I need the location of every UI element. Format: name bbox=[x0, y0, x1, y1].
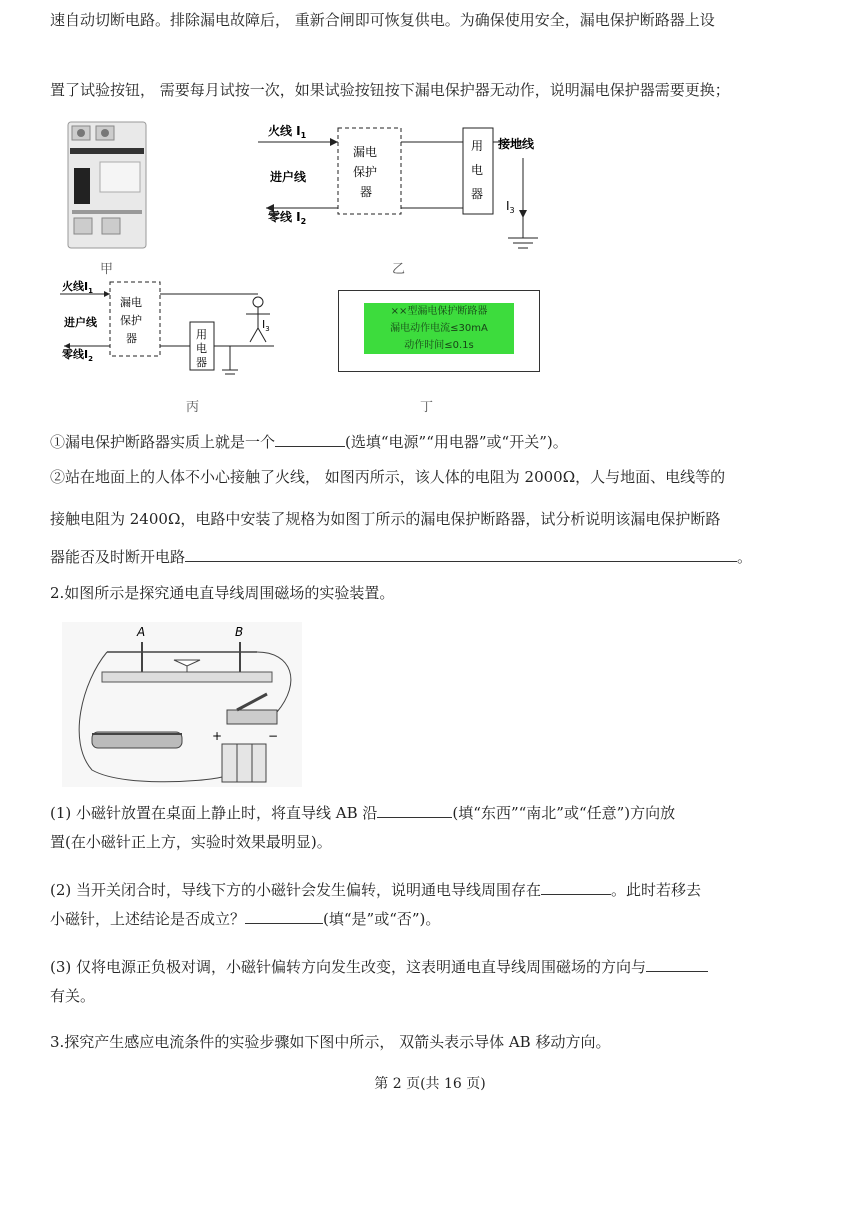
q1-part2-suffix: 。 bbox=[737, 548, 753, 566]
q3-title: 3.探究产生感应电流条件的实验步骤如下图中所示， 双箭头表示导体 AB 移动方向。 bbox=[50, 1033, 611, 1051]
q1-part2-prefix: 器能否及时断开电路 bbox=[50, 548, 186, 566]
svg-text:B: B bbox=[235, 625, 244, 639]
caption-bing: 丙 bbox=[186, 400, 200, 415]
answer-blank-1[interactable] bbox=[275, 432, 345, 447]
svg-text:火线 I1: 火线 $I_1$ bbox=[268, 124, 307, 140]
nameplate-model: ××型漏电保护断路器 bbox=[390, 306, 488, 317]
svg-text:+: + bbox=[212, 729, 223, 743]
q2-s2-l2-prefix: 小磁针，上述结论是否成立？ bbox=[50, 910, 246, 928]
svg-text:A: A bbox=[137, 625, 146, 639]
svg-text:器: 器 bbox=[360, 185, 373, 199]
svg-text:用: 用 bbox=[471, 139, 484, 153]
svg-text:零线I2: 零线$I_2$ bbox=[62, 348, 93, 363]
q1-part2-line3 bbox=[50, 547, 752, 567]
svg-text:I3: $I_3$ bbox=[262, 318, 270, 333]
q2-s2-line2 bbox=[50, 909, 440, 929]
q1-part1 bbox=[50, 432, 568, 452]
answer-blank-3[interactable] bbox=[377, 803, 452, 818]
q2-s1-line1 bbox=[50, 803, 675, 823]
magnetic-field-apparatus bbox=[62, 622, 302, 787]
page-footer: 第 2 页(共 16 页) bbox=[374, 1076, 486, 1092]
q2-s2-line1 bbox=[50, 880, 701, 900]
q2-s1-line2: 置(在小磁针正上方，实验时效果最明显)。 bbox=[50, 833, 332, 851]
svg-text:器: 器 bbox=[126, 332, 137, 345]
nameplate-current: 漏电动作电流≤30mA bbox=[390, 323, 488, 334]
answer-blank-6[interactable] bbox=[646, 957, 708, 972]
breaker-photo bbox=[62, 118, 152, 253]
nameplate-time: 动作时间≤0.1s bbox=[404, 340, 474, 351]
q1-part2-line1: ②站在地面上的人体不小心接触了火线， 如图丙所示，该人体的电阻为 2000Ω，人与地面、电线等的 bbox=[50, 468, 726, 486]
svg-text:进户线: 进户线 bbox=[64, 316, 97, 329]
nameplate-ding bbox=[338, 290, 540, 372]
svg-text:器: 器 bbox=[196, 356, 207, 369]
svg-text:I3: $I_3$ bbox=[506, 199, 515, 215]
caption-ding: 丁 bbox=[420, 400, 434, 415]
intro-line-1: 速自动切断电路。排除漏电故障后， 重新合闸即可恢复供电。为确保使用安全，漏电保护断路器上设 bbox=[50, 11, 715, 29]
svg-text:火线I1: 火线$I_1$ bbox=[62, 280, 93, 295]
q2-title: 2.如图所示是探究通电直导线周围磁场的实验装置。 bbox=[50, 584, 395, 602]
answer-blank-4[interactable] bbox=[541, 880, 611, 895]
q2-s2-prefix: (2) 当开关闭合时，导线下方的小磁针会发生偏转，说明通电导线周围存在 bbox=[50, 881, 542, 899]
q1-part2-line2: 接触电阻为 2400Ω，电路中安装了规格为如图丁所示的漏电保护断路器，试分析说明该漏电保护断路 bbox=[50, 510, 721, 528]
svg-text:用: 用 bbox=[196, 328, 207, 341]
circuit-bing bbox=[60, 278, 290, 388]
svg-text:器: 器 bbox=[471, 187, 484, 201]
svg-text:保护: 保护 bbox=[120, 314, 142, 327]
svg-text:电: 电 bbox=[471, 163, 484, 177]
answer-blank-5[interactable] bbox=[245, 909, 323, 924]
svg-text:保护: 保护 bbox=[353, 165, 378, 179]
circuit-yi bbox=[258, 118, 548, 253]
svg-text:零线 I2: 零线 $I_2$ bbox=[268, 210, 307, 226]
q1-part1-suffix: (选填“电源”“用电器”或“开关”)。 bbox=[345, 433, 568, 451]
svg-text:−: − bbox=[268, 729, 279, 743]
intro-line-2: 置了试验按钮， 需要每月试按一次，如果试验按钮按下漏电保护器无动作，说明漏电保护器需要更换； bbox=[50, 81, 730, 99]
svg-text:电: 电 bbox=[196, 342, 207, 355]
q2-s2-suffix: 。此时若移去 bbox=[611, 881, 702, 899]
q2-s3-prefix: (3) 仅将电源正负极对调，小磁针偏转方向发生改变，这表明通电直导线周围磁场的方向与 bbox=[50, 958, 647, 976]
q2-s1-suffix: (填“东西”“南北”或“任意”)方向放 bbox=[452, 804, 676, 822]
q2-s2-l2-suffix: (填“是”或“否”)。 bbox=[323, 910, 441, 928]
svg-text:进户线: 进户线 bbox=[270, 170, 307, 184]
q2-s1-prefix: (1) 小磁针放置在桌面上静止时，将直导线 AB 沿 bbox=[50, 804, 378, 822]
q2-s3-line1 bbox=[50, 957, 708, 977]
svg-text:接地线: 接地线 bbox=[498, 137, 535, 151]
caption-jia: 甲 bbox=[100, 262, 114, 277]
q2-s3-line2: 有关。 bbox=[50, 987, 96, 1005]
answer-blank-2[interactable] bbox=[185, 547, 737, 562]
svg-text:漏电: 漏电 bbox=[353, 145, 378, 159]
q1-part1-prefix: ①漏电保护断路器实质上就是一个 bbox=[50, 433, 276, 451]
svg-text:漏电: 漏电 bbox=[120, 296, 142, 309]
caption-yi: 乙 bbox=[392, 262, 406, 277]
